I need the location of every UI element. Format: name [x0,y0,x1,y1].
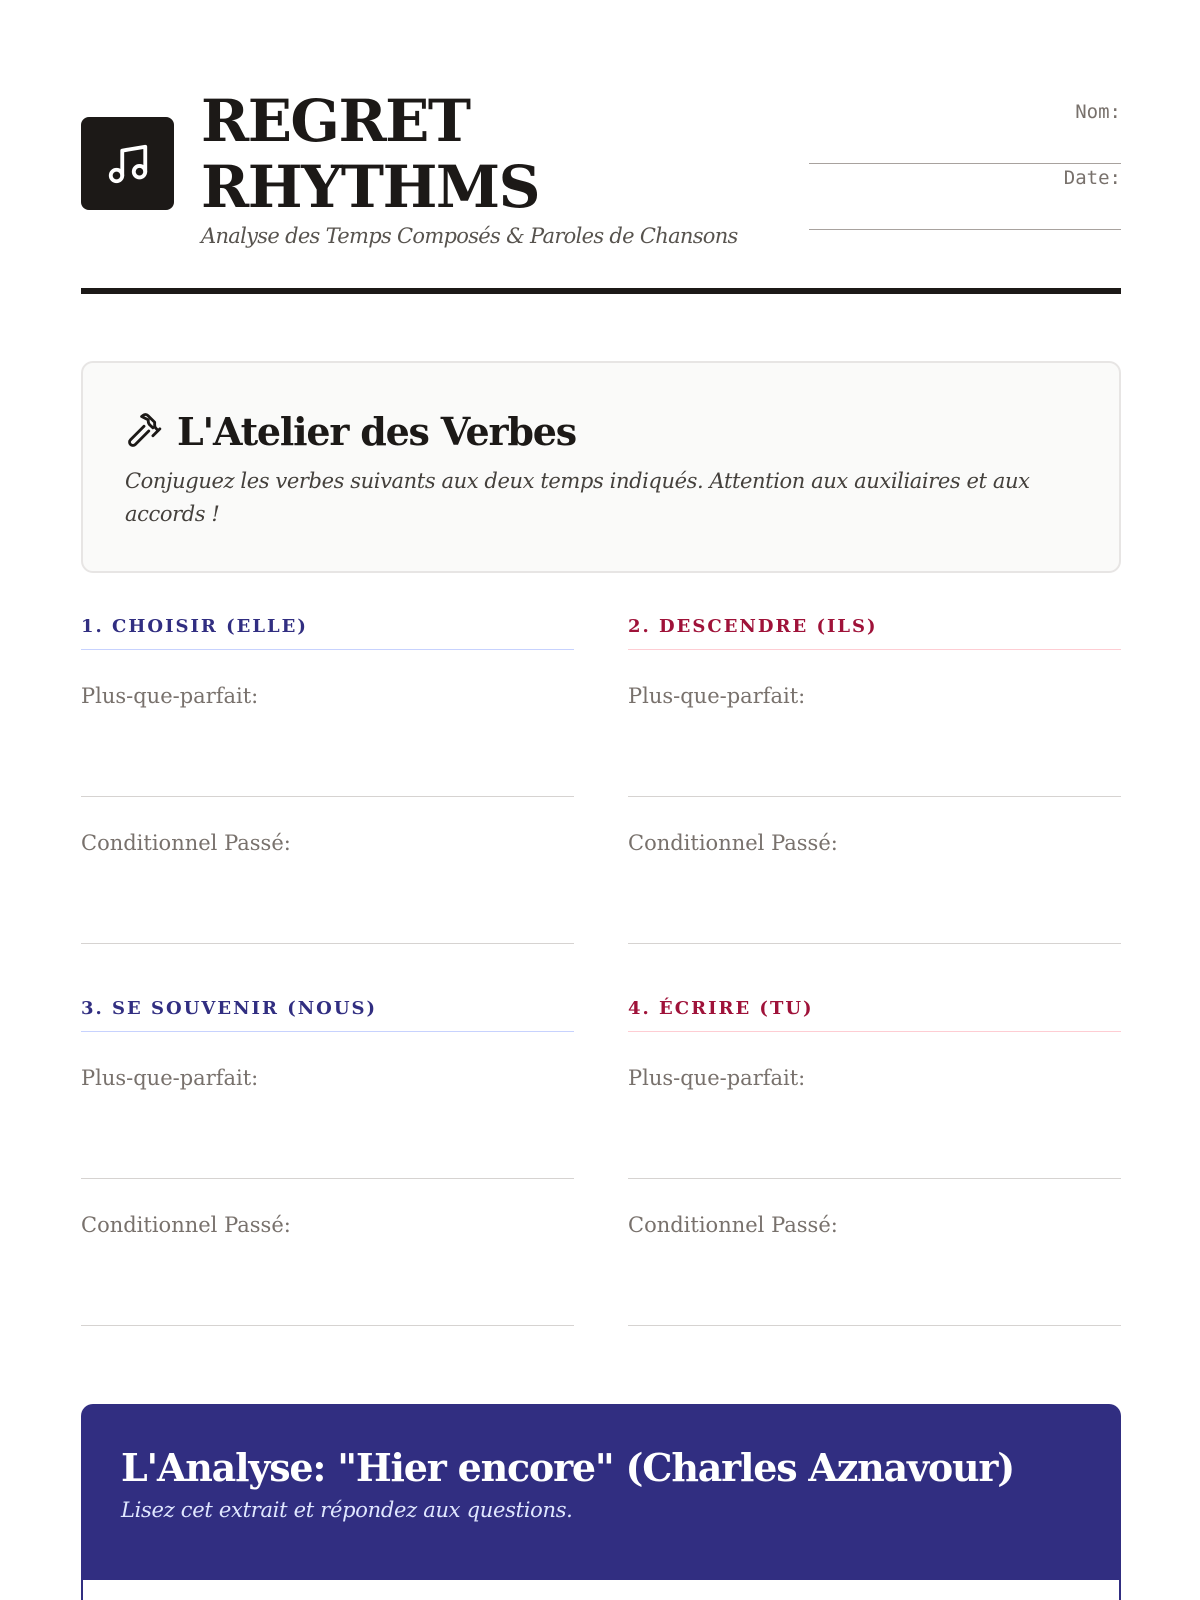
analyse-section [81,1404,1121,1600]
plus-que-parfait-answer[interactable] [628,650,1121,797]
conditionnel-passe-answer[interactable] [628,1179,1121,1326]
date-label: Date: [1063,167,1121,189]
verb-title: 2. DESCENDRE (ILS) [628,614,1121,650]
plus-que-parfait-answer[interactable] [81,650,574,797]
hammer-icon [125,412,163,450]
atelier-heading [125,407,1077,455]
date-field[interactable] [809,164,1121,230]
worksheet-header [81,88,1121,298]
page-subtitle: Analyse des Temps Composés & Paroles de Chansons [201,224,738,248]
verb-card-choisir [81,614,574,944]
plus-que-parfait-answer[interactable] [628,1032,1121,1179]
verb-card-descendre [628,614,1121,944]
worksheet-page [81,0,1121,1600]
page-title-line-1: REGRET [201,87,470,155]
tense-label: Conditionnel Passé: [81,1213,291,1237]
student-meta [809,98,1121,230]
verb-card-ecrire [628,996,1121,1326]
atelier-title: L'Atelier des Verbes [177,408,576,454]
tense-label: Conditionnel Passé: [81,831,291,855]
tense-label: Plus-que-parfait: [628,1066,806,1090]
music-note-icon [105,141,151,187]
conditionnel-passe-answer[interactable] [628,797,1121,944]
conditionnel-passe-answer[interactable] [81,1179,574,1326]
conditionnel-passe-answer[interactable] [81,797,574,944]
name-label: Nom: [1075,101,1121,123]
tense-label: Plus-que-parfait: [81,1066,259,1090]
plus-que-parfait-answer[interactable] [81,1032,574,1179]
logo [81,117,174,210]
page-title-line-2: RHYTHMS [201,153,539,221]
name-field[interactable] [809,98,1121,164]
tense-label: Conditionnel Passé: [628,1213,838,1237]
atelier-box [81,361,1121,573]
verb-title: 1. CHOISIR (ELLE) [81,614,574,650]
tense-label: Conditionnel Passé: [628,831,838,855]
verb-title: 3. SE SOUVENIR (NOUS) [81,996,574,1032]
analyse-instructions: Lisez cet extrait et répondez aux questions. [121,1498,573,1522]
header-divider [81,288,1121,294]
analyse-body [83,1580,1119,1600]
title-block [201,88,781,250]
atelier-instructions: Conjuguez les verbes suivants aux deux temps indiqués. Attention aux auxiliaires et aux accords ! [125,469,1030,526]
verb-title: 4. ÉCRIRE (TU) [628,996,1121,1032]
tense-label: Plus-que-parfait: [628,684,806,708]
analyse-title: L'Analyse: "Hier encore" (Charles Aznavour) [121,1445,1015,1490]
verb-card-se-souvenir [81,996,574,1326]
tense-label: Plus-que-parfait: [81,684,259,708]
